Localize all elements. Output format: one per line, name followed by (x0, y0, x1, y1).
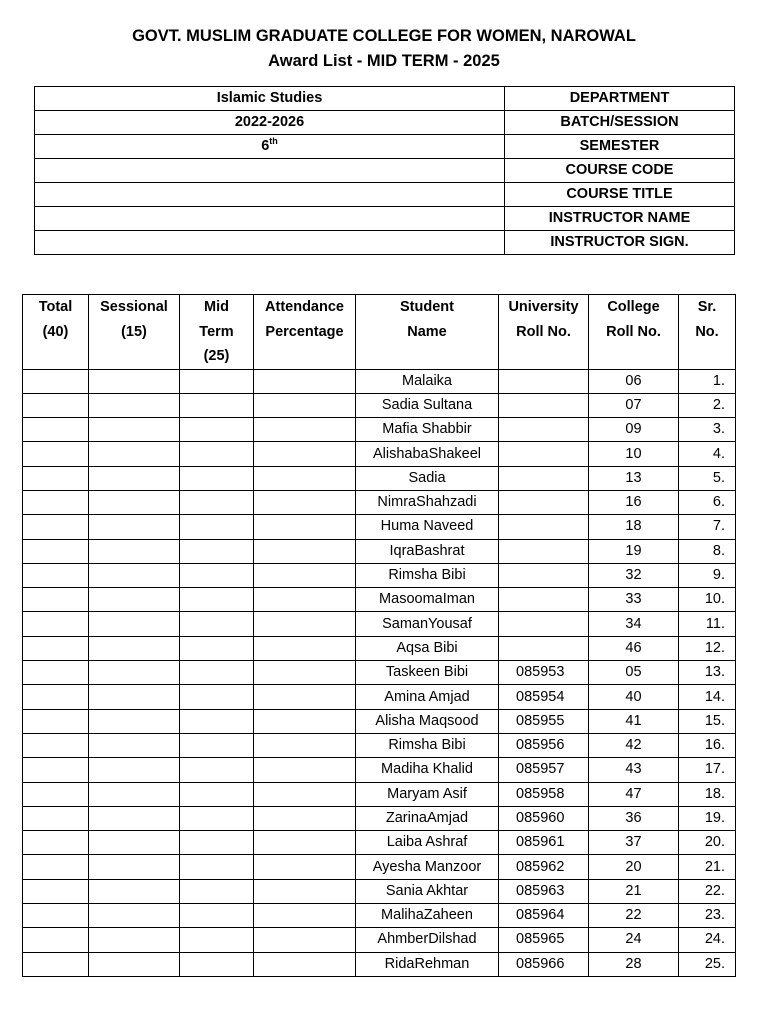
sr-no-cell: 10. (679, 588, 736, 612)
university-roll-cell: 085958 (499, 782, 589, 806)
mid-term-marks-cell (180, 539, 254, 563)
college-roll-cell: 13 (589, 466, 679, 490)
sr-no-cell: 18. (679, 782, 736, 806)
university-roll-cell (499, 442, 589, 466)
sr-no-cell: 19. (679, 806, 736, 830)
sr-no-cell: 4. (679, 442, 736, 466)
attendance-cell (254, 393, 356, 417)
student-row (23, 831, 736, 855)
college-roll-cell: 43 (589, 758, 679, 782)
total-marks-cell (23, 515, 89, 539)
info-value (35, 111, 505, 135)
student-name-cell: MasoomaIman (356, 588, 499, 612)
info-label: COURSE CODE (505, 159, 735, 183)
attendance-cell (254, 904, 356, 928)
attendance-cell (254, 952, 356, 976)
header-line: (15) (121, 323, 147, 340)
header-line: University (508, 299, 579, 315)
total-marks-cell (23, 952, 89, 976)
info-row (35, 159, 735, 183)
student-row (23, 879, 736, 903)
info-label: COURSE TITLE (505, 183, 735, 207)
header-line: Student (400, 299, 454, 315)
college-roll-cell: 42 (589, 733, 679, 757)
student-name-cell: RidaRehman (356, 952, 499, 976)
header-line: Roll No. (516, 323, 571, 340)
student-row (23, 515, 736, 539)
student-name-cell: Rimsha Bibi (356, 563, 499, 587)
mid-term-marks-cell (180, 879, 254, 903)
student-row (23, 709, 736, 733)
attendance-cell (254, 539, 356, 563)
student-name-cell: Huma Naveed (356, 515, 499, 539)
total-marks-cell (23, 466, 89, 490)
header-line: No. (695, 323, 719, 340)
sessional-marks-cell (89, 442, 180, 466)
sessional-marks-cell (89, 782, 180, 806)
info-row (35, 207, 735, 231)
attendance-cell (254, 442, 356, 466)
student-row (23, 806, 736, 830)
mid-term-marks-cell (180, 709, 254, 733)
total-marks-cell (23, 709, 89, 733)
total-marks-cell (23, 490, 89, 514)
sessional-marks-cell (89, 466, 180, 490)
info-value-superscript: th (269, 136, 278, 147)
student-row (23, 685, 736, 709)
student-row (23, 418, 736, 442)
sr-no-cell: 24. (679, 928, 736, 952)
college-roll-cell: 05 (589, 661, 679, 685)
mid-term-marks-cell (180, 490, 254, 514)
info-value (35, 159, 505, 183)
sessional-marks-cell (89, 393, 180, 417)
sr-no-cell: 12. (679, 636, 736, 660)
mid-term-marks-cell (180, 369, 254, 393)
college-roll-cell: 20 (589, 855, 679, 879)
sr-no-cell: 15. (679, 709, 736, 733)
student-name-cell: Mafia Shabbir (356, 418, 499, 442)
university-roll-cell (499, 393, 589, 417)
info-value (35, 231, 505, 255)
info-label: INSTRUCTOR NAME (505, 207, 735, 231)
mid-term-marks-cell (180, 952, 254, 976)
header-attendance (254, 295, 356, 370)
college-roll-cell: 22 (589, 904, 679, 928)
total-marks-cell (23, 904, 89, 928)
total-marks-cell (23, 758, 89, 782)
college-title: GOVT. MUSLIM GRADUATE COLLEGE FOR WOMEN, NAROWAL (132, 27, 636, 45)
student-row (23, 466, 736, 490)
attendance-cell (254, 490, 356, 514)
student-row (23, 733, 736, 757)
student-name-cell: Maryam Asif (356, 782, 499, 806)
sessional-marks-cell (89, 904, 180, 928)
sessional-marks-cell (89, 709, 180, 733)
info-value (35, 135, 505, 159)
mid-term-marks-cell (180, 782, 254, 806)
sr-no-cell: 5. (679, 466, 736, 490)
total-marks-cell (23, 442, 89, 466)
total-marks-cell (23, 685, 89, 709)
sessional-marks-cell (89, 733, 180, 757)
student-row (23, 782, 736, 806)
university-roll-cell: 085963 (499, 879, 589, 903)
info-value (35, 183, 505, 207)
total-marks-cell (23, 636, 89, 660)
college-roll-cell: 06 (589, 369, 679, 393)
university-roll-cell: 085966 (499, 952, 589, 976)
university-roll-cell: 085965 (499, 928, 589, 952)
total-marks-cell (23, 539, 89, 563)
college-roll-cell: 18 (589, 515, 679, 539)
attendance-cell (254, 928, 356, 952)
total-marks-cell (23, 418, 89, 442)
info-label: BATCH/SESSION (505, 111, 735, 135)
college-roll-cell: 40 (589, 685, 679, 709)
university-roll-cell (499, 636, 589, 660)
mid-term-marks-cell (180, 442, 254, 466)
university-roll-cell (499, 418, 589, 442)
student-row (23, 928, 736, 952)
university-roll-cell: 085953 (499, 661, 589, 685)
info-label: INSTRUCTOR SIGN. (505, 231, 735, 255)
attendance-cell (254, 782, 356, 806)
university-roll-cell (499, 515, 589, 539)
header-line: Attendance (265, 299, 344, 315)
header-mid-term (180, 295, 254, 370)
college-roll-cell: 09 (589, 418, 679, 442)
info-label: SEMESTER (505, 135, 735, 159)
mid-term-marks-cell (180, 466, 254, 490)
attendance-cell (254, 661, 356, 685)
mid-term-marks-cell (180, 588, 254, 612)
college-roll-cell: 24 (589, 928, 679, 952)
header-sr-no (679, 295, 736, 370)
student-name-cell: Sadia Sultana (356, 393, 499, 417)
header-line: Total (38, 299, 73, 315)
college-roll-cell: 41 (589, 709, 679, 733)
student-row (23, 612, 736, 636)
student-name-cell: Laiba Ashraf (356, 831, 499, 855)
award-list-subtitle: Award List - MID TERM - 2025 (268, 52, 500, 70)
total-marks-cell (23, 733, 89, 757)
mid-term-marks-cell (180, 393, 254, 417)
mid-term-marks-cell (180, 563, 254, 587)
university-roll-cell (499, 369, 589, 393)
total-marks-cell (23, 393, 89, 417)
attendance-cell (254, 418, 356, 442)
sessional-marks-cell (89, 636, 180, 660)
university-roll-cell (499, 612, 589, 636)
college-roll-cell: 46 (589, 636, 679, 660)
header-line: (25) (203, 348, 230, 364)
university-roll-cell: 085962 (499, 855, 589, 879)
student-name-cell: Aqsa Bibi (356, 636, 499, 660)
student-row (23, 758, 736, 782)
total-marks-cell (23, 661, 89, 685)
total-marks-cell (23, 831, 89, 855)
university-roll-cell (499, 490, 589, 514)
student-name-cell: NimraShahzadi (356, 490, 499, 514)
award-list-table (22, 294, 736, 977)
info-value (35, 207, 505, 231)
info-row (35, 87, 735, 111)
total-marks-cell (23, 879, 89, 903)
header-student-name (356, 295, 499, 370)
college-roll-cell: 19 (589, 539, 679, 563)
student-row (23, 369, 736, 393)
sr-no-cell: 7. (679, 515, 736, 539)
university-roll-cell: 085961 (499, 831, 589, 855)
college-roll-cell: 36 (589, 806, 679, 830)
student-row (23, 904, 736, 928)
sessional-marks-cell (89, 612, 180, 636)
student-row (23, 563, 736, 587)
mid-term-marks-cell (180, 418, 254, 442)
sr-no-cell: 8. (679, 539, 736, 563)
mid-term-marks-cell (180, 612, 254, 636)
college-roll-cell: 07 (589, 393, 679, 417)
header-university-roll (499, 295, 589, 370)
sessional-marks-cell (89, 539, 180, 563)
info-row (35, 183, 735, 207)
student-name-cell: AhmberDilshad (356, 928, 499, 952)
attendance-cell (254, 806, 356, 830)
attendance-cell (254, 831, 356, 855)
student-name-cell: Sania Akhtar (356, 879, 499, 903)
sr-no-cell: 16. (679, 733, 736, 757)
sessional-marks-cell (89, 563, 180, 587)
header-line: (40) (42, 323, 69, 340)
info-row (35, 231, 735, 255)
student-name-cell: Alisha Maqsood (356, 709, 499, 733)
university-roll-cell: 085955 (499, 709, 589, 733)
mid-term-marks-cell (180, 515, 254, 539)
header-college-roll (589, 295, 679, 370)
sessional-marks-cell (89, 879, 180, 903)
university-roll-cell (499, 563, 589, 587)
college-roll-cell: 33 (589, 588, 679, 612)
college-roll-cell: 47 (589, 782, 679, 806)
student-row (23, 952, 736, 976)
mid-term-marks-cell (180, 636, 254, 660)
total-marks-cell (23, 782, 89, 806)
sr-no-cell: 25. (679, 952, 736, 976)
mid-term-marks-cell (180, 661, 254, 685)
college-roll-cell: 28 (589, 952, 679, 976)
college-roll-cell: 34 (589, 612, 679, 636)
attendance-cell (254, 369, 356, 393)
sessional-marks-cell (89, 588, 180, 612)
student-name-cell: SamanYousaf (356, 612, 499, 636)
header-sessional (89, 295, 180, 370)
info-value-text: 2022-2026 (234, 114, 305, 130)
student-name-cell: IqraBashrat (356, 539, 499, 563)
info-label: DEPARTMENT (505, 87, 735, 111)
sessional-marks-cell (89, 806, 180, 830)
header-line: Name (407, 323, 447, 340)
total-marks-cell (23, 806, 89, 830)
student-name-cell: Sadia (356, 466, 499, 490)
info-row (35, 135, 735, 159)
header-line: Mid (204, 299, 229, 315)
sessional-marks-cell (89, 928, 180, 952)
sessional-marks-cell (89, 490, 180, 514)
course-info-table (34, 86, 735, 255)
attendance-cell (254, 758, 356, 782)
info-value-text: Islamic Studies (216, 90, 323, 106)
sr-no-cell: 23. (679, 904, 736, 928)
sessional-marks-cell (89, 369, 180, 393)
attendance-cell (254, 733, 356, 757)
student-name-cell: Rimsha Bibi (356, 733, 499, 757)
student-row (23, 442, 736, 466)
student-row (23, 661, 736, 685)
attendance-cell (254, 466, 356, 490)
university-roll-cell: 085964 (499, 904, 589, 928)
header-line: Sessional (100, 299, 168, 315)
student-name-cell: Madiha Khalid (356, 758, 499, 782)
sessional-marks-cell (89, 685, 180, 709)
attendance-cell (254, 515, 356, 539)
college-roll-cell: 32 (589, 563, 679, 587)
total-marks-cell (23, 928, 89, 952)
total-marks-cell (23, 563, 89, 587)
sr-no-cell: 21. (679, 855, 736, 879)
university-roll-cell: 085960 (499, 806, 589, 830)
college-roll-cell: 21 (589, 879, 679, 903)
student-row (23, 588, 736, 612)
attendance-cell (254, 685, 356, 709)
sr-no-cell: 17. (679, 758, 736, 782)
header-line: Percentage (265, 323, 344, 340)
sessional-marks-cell (89, 952, 180, 976)
mid-term-marks-cell (180, 685, 254, 709)
sr-no-cell: 20. (679, 831, 736, 855)
student-name-cell: Amina Amjad (356, 685, 499, 709)
header-line: Sr. (697, 299, 717, 315)
info-value (35, 87, 505, 111)
mid-term-marks-cell (180, 855, 254, 879)
mid-term-marks-cell (180, 806, 254, 830)
info-row (35, 111, 735, 135)
student-name-cell: Ayesha Manzoor (356, 855, 499, 879)
sr-no-cell: 3. (679, 418, 736, 442)
college-roll-cell: 37 (589, 831, 679, 855)
sr-no-cell: 6. (679, 490, 736, 514)
student-row (23, 855, 736, 879)
header-total (23, 295, 89, 370)
award-list-header-row (23, 295, 736, 370)
info-value-text: 6 (261, 138, 270, 154)
sr-no-cell: 9. (679, 563, 736, 587)
sessional-marks-cell (89, 831, 180, 855)
student-row (23, 393, 736, 417)
header-line: College (607, 299, 660, 315)
sessional-marks-cell (89, 418, 180, 442)
university-roll-cell (499, 539, 589, 563)
student-row (23, 539, 736, 563)
student-name-cell: Taskeen Bibi (356, 661, 499, 685)
header-line: Term (199, 323, 234, 340)
sr-no-cell: 2. (679, 393, 736, 417)
sr-no-cell: 22. (679, 879, 736, 903)
attendance-cell (254, 879, 356, 903)
sessional-marks-cell (89, 855, 180, 879)
mid-term-marks-cell (180, 904, 254, 928)
student-name-cell: MalihaZaheen (356, 904, 499, 928)
attendance-cell (254, 855, 356, 879)
student-row (23, 490, 736, 514)
mid-term-marks-cell (180, 733, 254, 757)
university-roll-cell (499, 588, 589, 612)
student-name-cell: AlishabaShakeel (356, 442, 499, 466)
sr-no-cell: 13. (679, 661, 736, 685)
sr-no-cell: 11. (679, 612, 736, 636)
total-marks-cell (23, 369, 89, 393)
header-line: Roll No. (606, 323, 661, 340)
total-marks-cell (23, 855, 89, 879)
university-roll-cell: 085957 (499, 758, 589, 782)
mid-term-marks-cell (180, 928, 254, 952)
total-marks-cell (23, 612, 89, 636)
total-marks-cell (23, 588, 89, 612)
sr-no-cell: 1. (679, 369, 736, 393)
mid-term-marks-cell (180, 758, 254, 782)
student-name-cell: Malaika (356, 369, 499, 393)
sessional-marks-cell (89, 515, 180, 539)
sr-no-cell: 14. (679, 685, 736, 709)
student-name-cell: ZarinaAmjad (356, 806, 499, 830)
college-roll-cell: 10 (589, 442, 679, 466)
attendance-cell (254, 636, 356, 660)
university-roll-cell (499, 466, 589, 490)
college-roll-cell: 16 (589, 490, 679, 514)
sessional-marks-cell (89, 758, 180, 782)
mid-term-marks-cell (180, 831, 254, 855)
student-row (23, 636, 736, 660)
university-roll-cell: 085956 (499, 733, 589, 757)
attendance-cell (254, 563, 356, 587)
sessional-marks-cell (89, 661, 180, 685)
attendance-cell (254, 612, 356, 636)
attendance-cell (254, 588, 356, 612)
university-roll-cell: 085954 (499, 685, 589, 709)
attendance-cell (254, 709, 356, 733)
